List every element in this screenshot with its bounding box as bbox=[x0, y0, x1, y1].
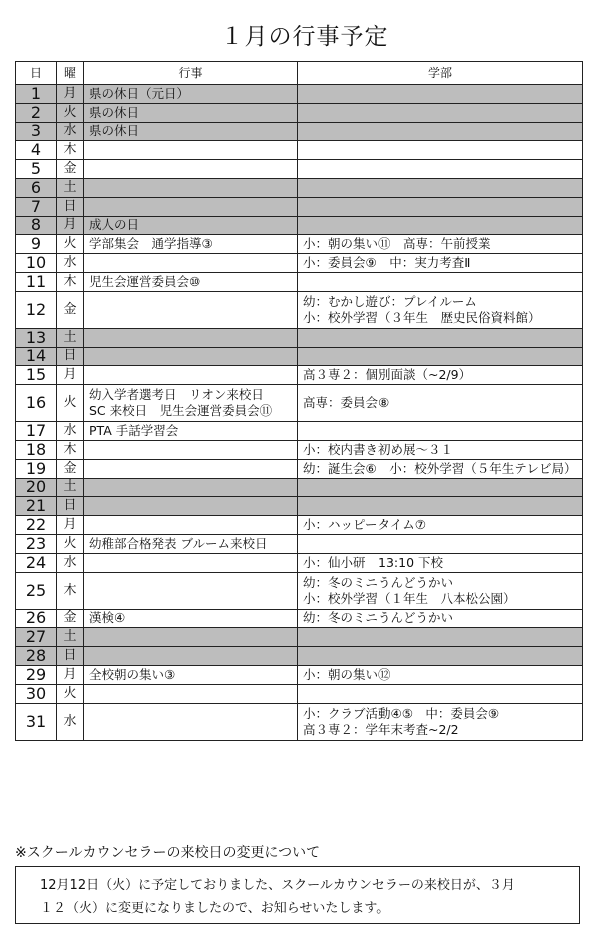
school-line: 小：校外学習（１年生 八本松公園） bbox=[303, 590, 516, 606]
event-line: 児生会運営委員会⑩ bbox=[89, 273, 201, 289]
weekday-cell: 火 bbox=[57, 235, 84, 254]
day-cell: 28 bbox=[16, 647, 57, 666]
school-cell bbox=[298, 553, 583, 572]
day-cell: 31 bbox=[16, 703, 57, 740]
weekday-cell: 月 bbox=[57, 366, 84, 385]
event-cell bbox=[84, 216, 298, 235]
school-cell bbox=[298, 85, 583, 104]
event-line: 県の休日 bbox=[89, 123, 140, 139]
event-cell bbox=[84, 291, 298, 328]
school-cell bbox=[298, 703, 583, 740]
event-cell bbox=[84, 684, 298, 703]
table-row bbox=[16, 291, 583, 328]
day-cell: 11 bbox=[16, 272, 57, 291]
event-line: 県の休日（元日） bbox=[89, 85, 190, 101]
table-row bbox=[16, 216, 583, 235]
school-line: 小：委員会⑨ 中：実力考査Ⅱ bbox=[303, 255, 471, 271]
weekday-cell: 木 bbox=[57, 272, 84, 291]
school-cell bbox=[298, 197, 583, 216]
table-row bbox=[16, 497, 583, 516]
event-cell bbox=[84, 440, 298, 459]
school-cell bbox=[298, 534, 583, 553]
table-row bbox=[16, 160, 583, 179]
school-cell bbox=[298, 440, 583, 459]
day-cell: 22 bbox=[16, 516, 57, 535]
day-cell: 29 bbox=[16, 665, 57, 684]
school-line: 小：朝の集い⑫ bbox=[303, 666, 391, 682]
day-cell: 14 bbox=[16, 347, 57, 366]
day-cell: 30 bbox=[16, 684, 57, 703]
school-cell bbox=[298, 459, 583, 478]
event-cell bbox=[84, 534, 298, 553]
school-line: 高専：委員会⑧ bbox=[303, 395, 390, 411]
weekday-cell: 日 bbox=[57, 647, 84, 666]
weekday-cell: 水 bbox=[57, 703, 84, 740]
day-cell: 17 bbox=[16, 422, 57, 441]
event-cell bbox=[84, 497, 298, 516]
event-line: 成人の日 bbox=[89, 217, 140, 233]
school-cell bbox=[298, 516, 583, 535]
table-row bbox=[16, 459, 583, 478]
school-line: 小：ハッピータイム⑦ bbox=[303, 517, 426, 533]
event-cell bbox=[84, 103, 298, 122]
table-row bbox=[16, 103, 583, 122]
school-cell bbox=[298, 478, 583, 497]
table-row bbox=[16, 440, 583, 459]
weekday-cell: 火 bbox=[57, 684, 84, 703]
weekday-cell: 土 bbox=[57, 178, 84, 197]
table-row bbox=[16, 422, 583, 441]
event-line: 幼稚部合格発表 ブルーム来校日 bbox=[89, 535, 268, 551]
table-row bbox=[16, 272, 583, 291]
page-title: １月の行事予定 bbox=[220, 24, 389, 50]
weekday-cell: 金 bbox=[57, 160, 84, 179]
day-cell: 7 bbox=[16, 197, 57, 216]
event-cell bbox=[84, 422, 298, 441]
event-cell bbox=[84, 609, 298, 628]
event-cell bbox=[84, 572, 298, 609]
header-dow: 曜 bbox=[57, 62, 84, 85]
event-cell bbox=[84, 459, 298, 478]
school-cell bbox=[298, 422, 583, 441]
weekday-cell: 土 bbox=[57, 628, 84, 647]
school-line: 高３専２：学年末考査~2/2 bbox=[303, 721, 459, 737]
table-row bbox=[16, 178, 583, 197]
event-cell bbox=[84, 366, 298, 385]
day-cell: 1 bbox=[16, 85, 57, 104]
day-cell: 12 bbox=[16, 291, 57, 328]
day-cell: 18 bbox=[16, 440, 57, 459]
school-line: 小：校外学習（３年生 歴史民俗資料館） bbox=[303, 309, 541, 325]
weekday-cell: 日 bbox=[57, 347, 84, 366]
day-cell: 27 bbox=[16, 628, 57, 647]
table-row bbox=[16, 197, 583, 216]
table-row bbox=[16, 628, 583, 647]
school-cell bbox=[298, 178, 583, 197]
schedule-table bbox=[15, 61, 583, 741]
school-cell bbox=[298, 328, 583, 347]
school-line: 小：クラブ活動④⑤ 中：委員会⑨ bbox=[303, 705, 500, 721]
table-row bbox=[16, 553, 583, 572]
school-cell bbox=[298, 122, 583, 141]
weekday-cell: 金 bbox=[57, 291, 84, 328]
table-row bbox=[16, 347, 583, 366]
event-cell bbox=[84, 197, 298, 216]
school-line: 幼：むかし遊び：プレイルーム bbox=[303, 293, 477, 309]
school-line: 幼：冬のミニうんどうかい bbox=[303, 610, 454, 626]
day-cell: 21 bbox=[16, 497, 57, 516]
day-cell: 15 bbox=[16, 366, 57, 385]
day-cell: 5 bbox=[16, 160, 57, 179]
table-row bbox=[16, 254, 583, 273]
table-row bbox=[16, 665, 583, 684]
day-cell: 9 bbox=[16, 235, 57, 254]
school-cell bbox=[298, 291, 583, 328]
weekday-cell: 土 bbox=[57, 328, 84, 347]
day-cell: 23 bbox=[16, 534, 57, 553]
event-line: 学部集会 通学指導③ bbox=[89, 236, 213, 252]
event-cell bbox=[84, 254, 298, 273]
school-cell bbox=[298, 160, 583, 179]
event-line: SC 来校日 児生会運営委員会⑪ bbox=[89, 403, 273, 419]
school-cell bbox=[298, 216, 583, 235]
notice-title: ※スクールカウンセラーの来校日の変更について bbox=[15, 845, 321, 861]
school-line: 小：朝の集い⑪ 高専：午前授業 bbox=[303, 236, 491, 252]
school-cell bbox=[298, 235, 583, 254]
school-cell bbox=[298, 103, 583, 122]
weekday-cell: 日 bbox=[57, 497, 84, 516]
school-line: 高３専２：個別面談（~2/9） bbox=[303, 367, 472, 383]
school-cell bbox=[298, 254, 583, 273]
table-row bbox=[16, 328, 583, 347]
event-cell bbox=[84, 665, 298, 684]
table-row bbox=[16, 647, 583, 666]
day-cell: 13 bbox=[16, 328, 57, 347]
day-cell: 25 bbox=[16, 572, 57, 609]
header-day: 日 bbox=[16, 62, 57, 85]
school-cell bbox=[298, 366, 583, 385]
day-cell: 10 bbox=[16, 254, 57, 273]
school-cell bbox=[298, 272, 583, 291]
weekday-cell: 金 bbox=[57, 459, 84, 478]
weekday-cell: 木 bbox=[57, 440, 84, 459]
event-line: PTA 手話学習会 bbox=[89, 423, 179, 439]
weekday-cell: 水 bbox=[57, 553, 84, 572]
event-cell bbox=[84, 178, 298, 197]
event-line: 漢検④ bbox=[89, 610, 126, 626]
weekday-cell: 月 bbox=[57, 665, 84, 684]
weekday-cell: 木 bbox=[57, 572, 84, 609]
school-cell bbox=[298, 385, 583, 422]
event-cell bbox=[84, 160, 298, 179]
school-cell bbox=[298, 647, 583, 666]
school-cell bbox=[298, 497, 583, 516]
event-cell bbox=[84, 647, 298, 666]
weekday-cell: 木 bbox=[57, 141, 84, 160]
event-cell bbox=[84, 628, 298, 647]
table-row bbox=[16, 366, 583, 385]
table-row bbox=[16, 703, 583, 740]
school-cell bbox=[298, 141, 583, 160]
event-cell bbox=[84, 235, 298, 254]
weekday-cell: 水 bbox=[57, 122, 84, 141]
table-row bbox=[16, 85, 583, 104]
weekday-cell: 金 bbox=[57, 609, 84, 628]
weekday-cell: 火 bbox=[57, 534, 84, 553]
school-cell bbox=[298, 347, 583, 366]
weekday-cell: 日 bbox=[57, 197, 84, 216]
event-cell bbox=[84, 385, 298, 422]
school-cell bbox=[298, 572, 583, 609]
weekday-cell: 水 bbox=[57, 254, 84, 273]
day-cell: 20 bbox=[16, 478, 57, 497]
table-row bbox=[16, 684, 583, 703]
header-event: 行事 bbox=[84, 62, 298, 85]
table-row bbox=[16, 122, 583, 141]
day-cell: 16 bbox=[16, 385, 57, 422]
day-cell: 3 bbox=[16, 122, 57, 141]
weekday-cell: 月 bbox=[57, 516, 84, 535]
header-school: 学部 bbox=[298, 62, 583, 85]
school-cell bbox=[298, 628, 583, 647]
weekday-cell: 火 bbox=[57, 385, 84, 422]
event-line: 全校朝の集い③ bbox=[89, 666, 176, 682]
event-cell bbox=[84, 122, 298, 141]
weekday-cell: 月 bbox=[57, 85, 84, 104]
event-cell bbox=[84, 328, 298, 347]
school-line: 幼：誕生会⑥ 小：校外学習（５年生テレビ局） bbox=[303, 460, 577, 476]
weekday-cell: 月 bbox=[57, 216, 84, 235]
notice-line: １２（火）に変更になりましたので、お知らせいたします。 bbox=[40, 901, 390, 916]
day-cell: 4 bbox=[16, 141, 57, 160]
table-row bbox=[16, 235, 583, 254]
event-cell bbox=[84, 703, 298, 740]
table-row bbox=[16, 141, 583, 160]
school-line: 小：校内書き初め展～３１ bbox=[303, 441, 454, 457]
day-cell: 8 bbox=[16, 216, 57, 235]
weekday-cell: 水 bbox=[57, 422, 84, 441]
table-row bbox=[16, 478, 583, 497]
school-line: 幼：冬のミニうんどうかい bbox=[303, 574, 454, 590]
event-cell bbox=[84, 272, 298, 291]
day-cell: 24 bbox=[16, 553, 57, 572]
school-cell bbox=[298, 609, 583, 628]
weekday-cell: 土 bbox=[57, 478, 84, 497]
school-line: 小：仙小研 13:10 下校 bbox=[303, 554, 443, 570]
table-row bbox=[16, 516, 583, 535]
table-header-row bbox=[16, 62, 583, 85]
day-cell: 6 bbox=[16, 178, 57, 197]
day-cell: 19 bbox=[16, 459, 57, 478]
weekday-cell: 火 bbox=[57, 103, 84, 122]
table-row bbox=[16, 534, 583, 553]
table-row bbox=[16, 609, 583, 628]
event-cell bbox=[84, 85, 298, 104]
table-row bbox=[16, 572, 583, 609]
event-cell bbox=[84, 516, 298, 535]
table-row bbox=[16, 385, 583, 422]
schedule-body bbox=[16, 85, 583, 741]
school-cell bbox=[298, 665, 583, 684]
event-cell bbox=[84, 347, 298, 366]
event-cell bbox=[84, 478, 298, 497]
event-line: 幼入学者選考日 リオン来校日 bbox=[89, 387, 264, 403]
event-cell bbox=[84, 141, 298, 160]
day-cell: 26 bbox=[16, 609, 57, 628]
event-cell bbox=[84, 553, 298, 572]
event-line: 県の休日 bbox=[89, 104, 140, 120]
notice-box bbox=[15, 866, 580, 924]
school-cell bbox=[298, 684, 583, 703]
notice-line: 12月12日（火）に予定しておりました、スクールカウンセラーの来校日が、３月 bbox=[40, 878, 515, 893]
day-cell: 2 bbox=[16, 103, 57, 122]
